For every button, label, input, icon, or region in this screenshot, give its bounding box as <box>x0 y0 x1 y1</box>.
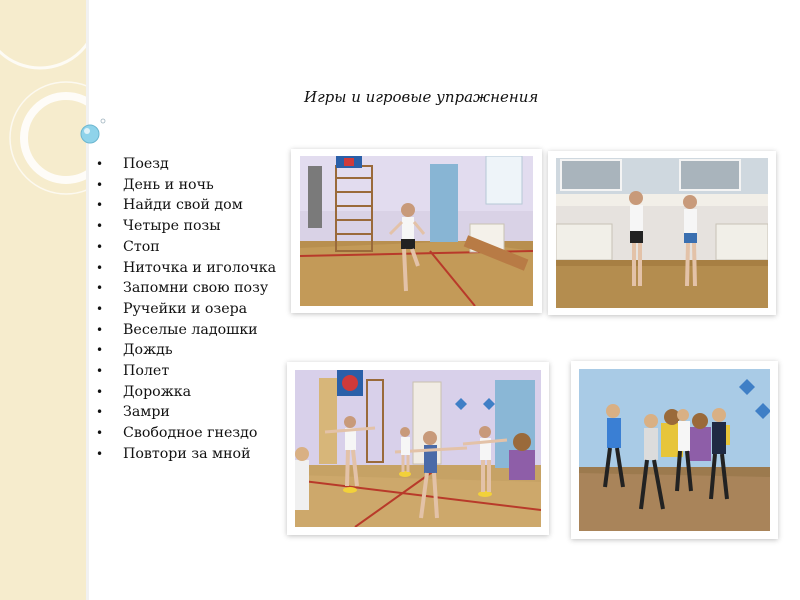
photo-gym-balance <box>291 149 542 313</box>
bubble-icon <box>78 122 102 146</box>
list-item: • Полет <box>90 361 276 382</box>
list-item: • Дождь <box>90 340 276 361</box>
list-item: • Найди свой дом <box>90 195 276 216</box>
list-item: • Свободное гнездо <box>90 423 276 444</box>
list-item: • Замри <box>90 402 276 423</box>
photo-children-walking <box>571 361 778 539</box>
list-item: • Стоп <box>90 237 276 258</box>
small-bubble-icon <box>99 117 107 125</box>
photo-arms-out <box>287 362 549 535</box>
photo-two-girls <box>548 151 776 315</box>
slide-title: Игры и игровые упражнения <box>304 88 539 106</box>
list-item: • День и ночь <box>90 175 276 196</box>
decorative-sidebar <box>0 0 88 600</box>
list-item: • Поезд <box>90 154 276 175</box>
list-item: • Ручейки и озера <box>90 299 276 320</box>
list-item: • Четыре позы <box>90 216 276 237</box>
games-list <box>90 154 276 465</box>
list-item: • Веселые ладошки <box>90 320 276 341</box>
list-item: • Дорожка <box>90 382 276 403</box>
list-item: • Запомни свою позу <box>90 278 276 299</box>
list-item: • Повтори за мной <box>90 444 276 465</box>
sidebar-divider <box>86 0 89 600</box>
list-item: • Ниточка и иголочка <box>90 258 276 279</box>
